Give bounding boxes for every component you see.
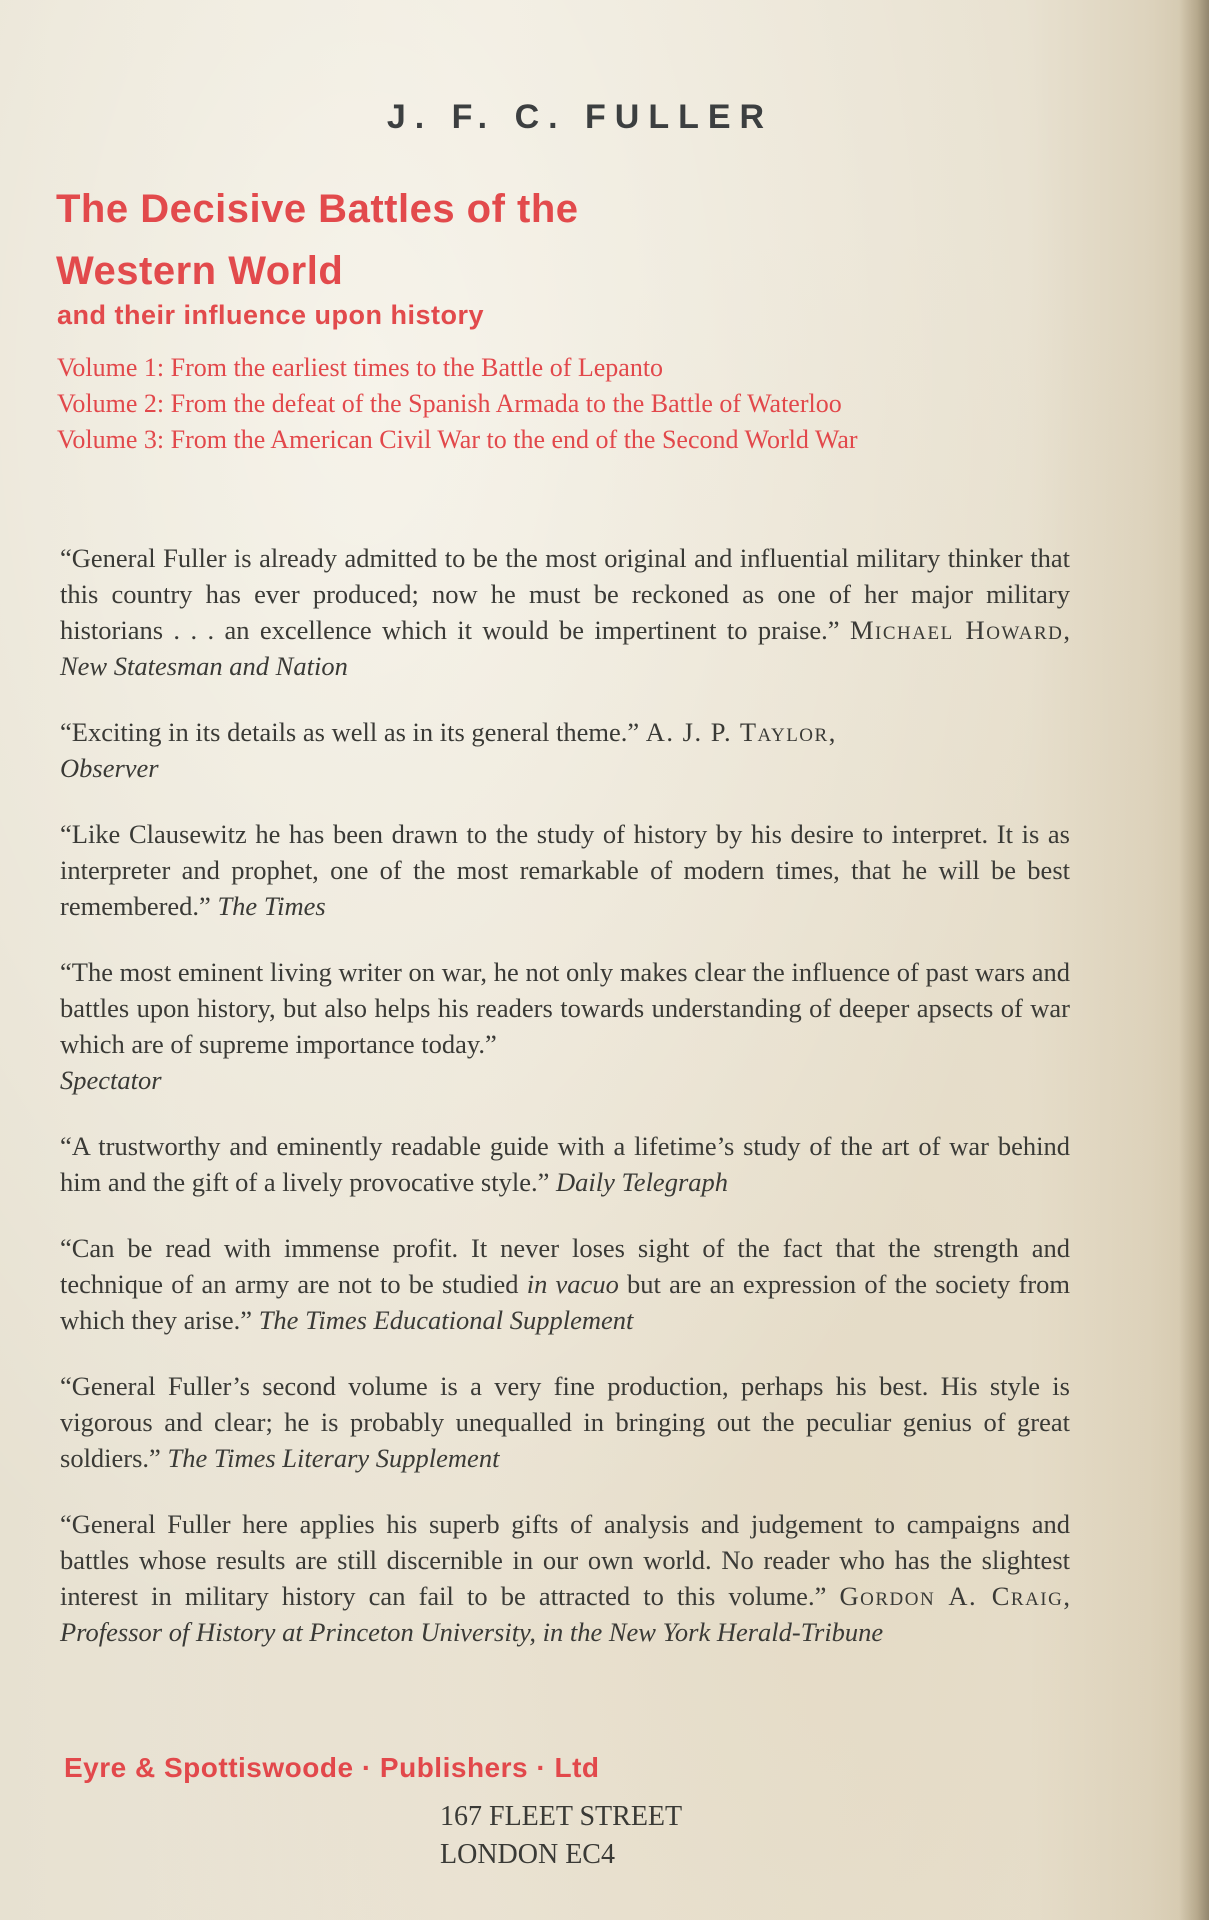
quote-text: “General Fuller here applies his superb gifts of analysis and judgement to campaigns and battles whose results are still discernible in our own world. No reader who has the slightest interest in military history can fail to be attracted to this volume.” [60,1509,1070,1611]
review-quote: “General Fuller here applies his superb gifts of analysis and judgement to campaigns and battles whose results are still discernible in our own world. No reader who has the slightest interest in military history can fail to be attracted to this volume.” Gordon A. Craig, Professor of History at Princeton University, in the New York Herald-Tribune [60,1509,1070,1647]
review-quote [60,1368,1070,1476]
address-line-1: 167 FLEET STREET [440,1801,683,1832]
review-quote [60,954,1070,1098]
quote-text: “General Fuller is already admitted to be the most original and influential military thinker that this country has ever produced; now he must be reckoned as one of her major military historians . . . an excellence which it would be impertinent to praise.” [60,543,1070,645]
review-list [60,540,1070,1680]
review-quote [60,1128,1070,1200]
publisher-name: Eyre & Spottiswoode · Publishers · Ltd [64,1752,600,1783]
review-source: Spectator [60,1065,162,1095]
review-source: The Times [217,891,326,921]
book-title [56,178,579,302]
quote-text: “The most eminent living writer on war, he not only makes clear the influence of past wars and battles upon history, but also helps his readers towards understanding of deeper apsects of war which are of supreme importance today.” [60,957,1070,1059]
review-source: New Statesman and Nation [60,651,348,681]
review-source: Daily Telegraph [556,1167,729,1197]
review-source: Professor of History at Princeton University, in the New York Herald-Tribune [60,1617,884,1647]
volume-item: Volume 1: From the earliest times to the Battle of Lepanto [57,353,664,382]
reviewer-name: A. J. P. Taylor [645,717,829,747]
book-subtitle: and their influence upon history [57,300,485,330]
volume-item: Volume 2: From the defeat of the Spanish Armada to the Battle of Waterloo [57,389,842,418]
reviewer-name: Michael Howard [849,615,1064,645]
quote-text: “Like Clausewitz he has been drawn to the study of history by his desire to interpret. It is as interpreter and prophet, one of the most remarkable of modern times, that he will be best remembered.” [60,819,1070,921]
quote-text: “Can be read with immense profit. It never loses sight of the fact that the strength and technique of an army are not to be studied [60,1233,1070,1299]
review-quote: “Exciting in its details as well as in its general theme.” A. J. P. Taylor, Observer [60,714,1070,786]
review-source: The Times Educational Supplement [258,1305,634,1335]
quote-text: but are an expression of the society from which they arise.” [60,1269,1071,1335]
review-quote: “General Fuller is already admitted to be the most original and influential military thinker that this country has ever produced; now he must be reckoned as one of her major military historians . . . an excellence which it would be impertinent to praise.” Michael Howard, New Statesman and Nation [60,543,1070,681]
review-source: Observer [60,753,159,783]
review-source: The Times Literary Supplement [167,1443,500,1473]
quote-italic-phrase: in vacuo [526,1269,619,1299]
review-quote [60,816,1070,924]
worn-edge [1179,0,1209,1920]
address-line-2: LONDON EC4 [440,1839,615,1870]
volume-list [57,350,1117,458]
quote-text: “General Fuller’s second volume is a very fine production, perhaps his best. His style is vigorous and clear; he is probably unequalled in bringing out the peculiar genius of great soldiers.” [60,1371,1070,1473]
title-line-2: Western World [56,249,344,293]
quote-text: “Exciting in its details as well as in its general theme.” [60,717,646,747]
review-quote [60,1230,1070,1338]
volume-item: Volume 3: From the American Civil War to the end of the Second World War [57,425,858,454]
author-name: J. F. C. FULLER [386,98,774,136]
publisher-address [440,1798,682,1874]
reviewer-name: Gordon A. Craig [839,1581,1064,1611]
quote-text: “A trustworthy and eminently readable guide with a lifetime’s study of the art of war behind him and the gift of a lively provocative style.” [60,1131,1070,1197]
title-line-1: The Decisive Battles of the [56,187,579,231]
